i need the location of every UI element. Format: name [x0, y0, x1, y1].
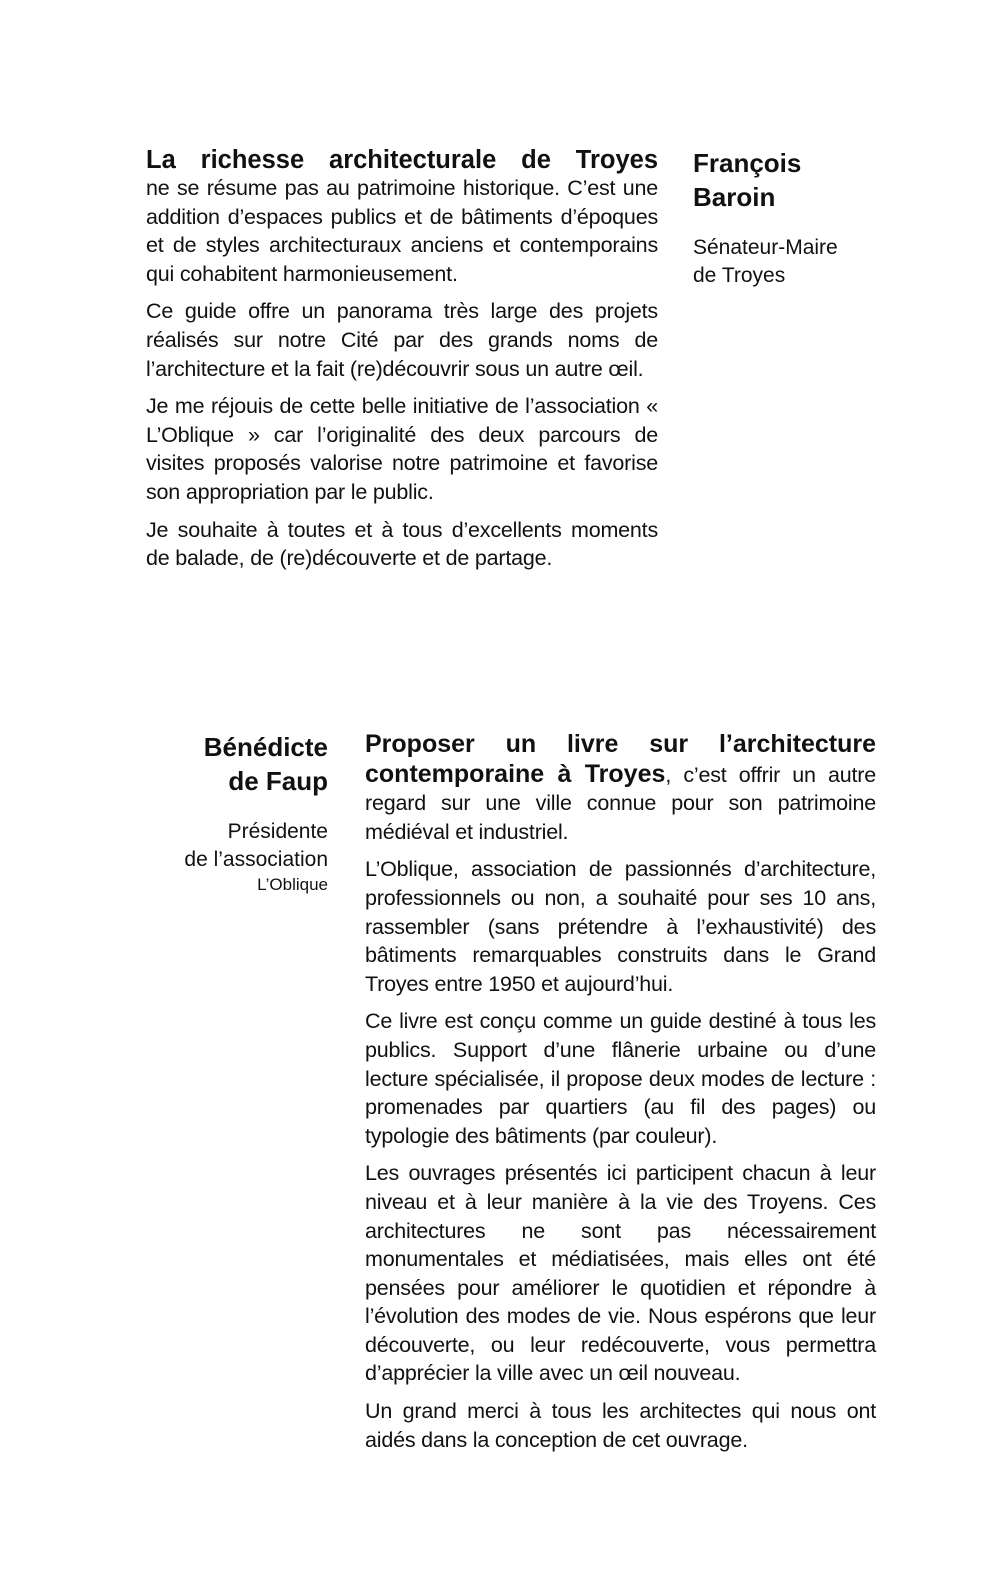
signature-mayor — [693, 146, 893, 290]
preface-mayor-lead: La richesse architecturale de Troyes — [146, 146, 658, 174]
preface-association-text — [365, 730, 876, 1463]
preface-mayor-paragraph-1: ne se résume pas au patrimoine historique. C’est une addition d’espaces publics et de bâtiments d’époques et de styles architecturaux anciens et contemporains qui cohabitent harmonieusement. — [146, 176, 658, 286]
preface-association-lead-continuation: , c’est offrir un autre regard sur une ville connue pour son patrimoine médiéval et industriel. — [365, 762, 876, 844]
signature-president-role-line2: de l’association — [184, 848, 328, 871]
preface-mayor-paragraph-3: Je me réjouis de cette belle initiative de l’association « L’Oblique » car l’originalité des deux parcours de visites proposés valorise notre patrimoine et favorise son appropriation par le public. — [146, 394, 658, 504]
signature-mayor-name-last: Baroin — [693, 182, 776, 212]
signature-president-name-last: de Faup — [228, 766, 328, 796]
preface-mayor-paragraph-2: Ce guide offre un panorama très large des projets réalisés sur notre Cité par des grands noms de l’architecture et la fait (re)découvrir sous un autre œil. — [146, 299, 658, 381]
preface-mayor-paragraph-4: Je souhaite à toutes et à tous d’excellents moments de balade, de (re)découverte et de partage. — [146, 517, 658, 571]
signature-mayor-role-line2: de Troyes — [693, 264, 786, 287]
preface-association-lead-paragraph — [365, 730, 876, 846]
preface-association-paragraph-2: Ce livre est conçu comme un guide destiné à tous les publics. Support d’une flânerie urbaine ou d’une lecture spécialisée, il propose deux modes de lecture : promenades par quartiers (au fil des pages) ou typologie des bâtiments (par couleur). — [365, 1009, 876, 1148]
signature-president-name-first: Bénédicte — [203, 732, 328, 762]
preface-mayor-text — [146, 146, 658, 582]
signature-president — [150, 730, 328, 896]
signature-mayor-role-line1: Sénateur-Maire — [693, 236, 838, 259]
signature-president-role-line1: Présidente — [227, 820, 328, 843]
preface-association-lead: Proposer un livre sur l’architecture contemporaine à Troyes — [365, 730, 876, 788]
preface-association-paragraph-3: Les ouvrages présentés ici participent chacun à leur niveau et à leur manière à la vie des Troyens. Ces architectures ne sont pas nécessairement monumentales et médiatisées, mais elles ont été pensées pour améliorer le quotidien et répondre à l’évolution des modes de vie. Nous espérons que leur découverte, ou leur redécouverte, vous permettra d’apprécier la ville avec un œil nouveau. — [365, 1161, 876, 1386]
signature-mayor-name-first: François — [693, 148, 802, 178]
signature-president-role-line3: L’Oblique — [257, 875, 328, 894]
preface-association-paragraph-1: L’Oblique, association de passionnés d’architecture, professionnels ou non, a souhaité pour ses 10 ans, rassembler (sans prétendre à l’exhaustivité) des bâtiments remarquables construits dans le Grand Troyes entre 1950 et aujourd’hui. — [365, 857, 876, 996]
preface-association-paragraph-4: Un grand merci à tous les architectes qui nous ont aidés dans la conception de cet ouvrage. — [365, 1399, 876, 1452]
